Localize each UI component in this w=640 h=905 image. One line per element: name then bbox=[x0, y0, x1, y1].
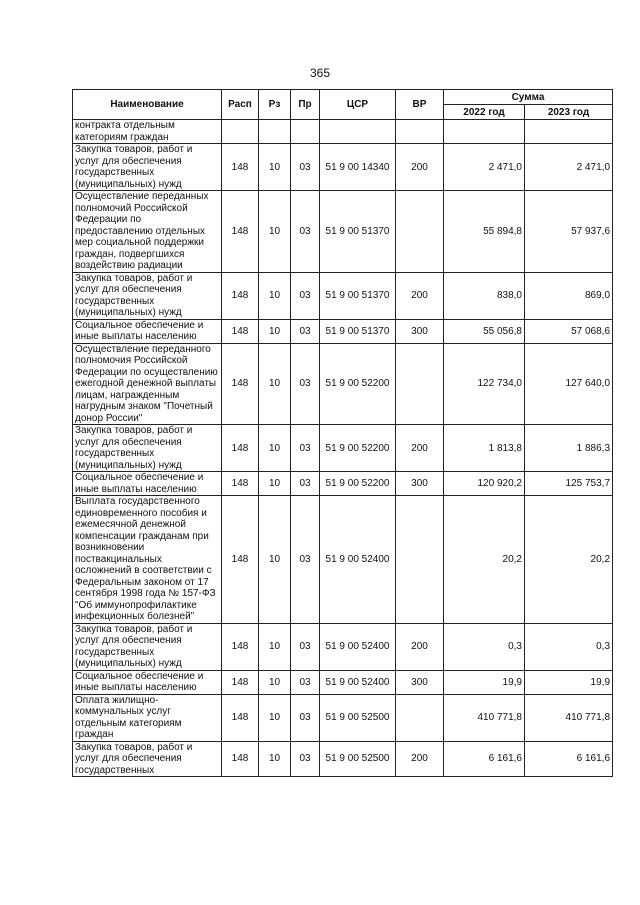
table-row bbox=[73, 741, 613, 777]
header-rasp: Расп bbox=[222, 90, 259, 120]
row-vr: 200 bbox=[396, 741, 444, 777]
table-row bbox=[73, 191, 613, 273]
row-sum-2022: 1 813,8 bbox=[444, 425, 525, 472]
row-sum-2022: 55 894,8 bbox=[444, 191, 525, 273]
row-csr: 51 9 00 52400 bbox=[320, 623, 396, 670]
table-row bbox=[73, 272, 613, 319]
row-rasp: 148 bbox=[222, 272, 259, 319]
row-pr bbox=[291, 120, 320, 144]
row-rz: 10 bbox=[259, 191, 291, 273]
row-rz: 10 bbox=[259, 144, 291, 191]
row-sum-2023: 1 886,3 bbox=[525, 425, 613, 472]
header-year-2022: 2022 год bbox=[444, 105, 525, 120]
row-sum-2023: 410 771,8 bbox=[525, 694, 613, 741]
row-vr bbox=[396, 496, 444, 624]
row-name: Закупка товаров, работ и услуг для обеспечения государственных (муниципальных) нужд bbox=[73, 425, 222, 472]
row-csr bbox=[320, 120, 396, 144]
table-row bbox=[73, 144, 613, 191]
row-vr: 300 bbox=[396, 472, 444, 496]
row-name: Социальное обеспечение и иные выплаты населению bbox=[73, 319, 222, 343]
row-sum-2022 bbox=[444, 120, 525, 144]
row-sum-2022: 410 771,8 bbox=[444, 694, 525, 741]
row-sum-2023: 20,2 bbox=[525, 496, 613, 624]
row-sum-2023: 2 471,0 bbox=[525, 144, 613, 191]
row-csr: 51 9 00 52500 bbox=[320, 741, 396, 777]
row-vr: 200 bbox=[396, 623, 444, 670]
row-csr: 51 9 00 51370 bbox=[320, 319, 396, 343]
row-name: Социальное обеспечение и иные выплаты населению bbox=[73, 472, 222, 496]
row-sum-2023: 869,0 bbox=[525, 272, 613, 319]
row-vr bbox=[396, 694, 444, 741]
row-pr: 03 bbox=[291, 496, 320, 624]
row-rz: 10 bbox=[259, 425, 291, 472]
row-sum-2023: 127 640,0 bbox=[525, 343, 613, 425]
header-vr: ВР bbox=[396, 90, 444, 120]
row-sum-2023 bbox=[525, 120, 613, 144]
row-sum-2022: 122 734,0 bbox=[444, 343, 525, 425]
header-pr: Пр bbox=[291, 90, 320, 120]
table-row bbox=[73, 343, 613, 425]
row-rasp: 148 bbox=[222, 319, 259, 343]
row-pr: 03 bbox=[291, 191, 320, 273]
row-vr bbox=[396, 120, 444, 144]
row-sum-2022: 838,0 bbox=[444, 272, 525, 319]
header-name: Наименование bbox=[73, 90, 222, 120]
row-rz: 10 bbox=[259, 694, 291, 741]
table-row bbox=[73, 670, 613, 694]
row-sum-2022: 20,2 bbox=[444, 496, 525, 624]
row-csr: 51 9 00 52500 bbox=[320, 694, 396, 741]
table-row bbox=[73, 472, 613, 496]
row-rz: 10 bbox=[259, 343, 291, 425]
row-sum-2022: 55 056,8 bbox=[444, 319, 525, 343]
header-sum: Сумма bbox=[444, 90, 613, 105]
row-rasp: 148 bbox=[222, 741, 259, 777]
row-vr: 300 bbox=[396, 319, 444, 343]
row-sum-2023: 6 161,6 bbox=[525, 741, 613, 777]
row-csr: 51 9 00 52400 bbox=[320, 496, 396, 624]
row-vr: 200 bbox=[396, 272, 444, 319]
row-rz: 10 bbox=[259, 272, 291, 319]
row-sum-2023: 0,3 bbox=[525, 623, 613, 670]
row-rasp bbox=[222, 120, 259, 144]
row-pr: 03 bbox=[291, 319, 320, 343]
table-row bbox=[73, 694, 613, 741]
row-csr: 51 9 00 51370 bbox=[320, 191, 396, 273]
row-pr: 03 bbox=[291, 272, 320, 319]
table-row bbox=[73, 623, 613, 670]
row-rasp: 148 bbox=[222, 425, 259, 472]
row-pr: 03 bbox=[291, 623, 320, 670]
row-name: Выплата государственного единовременного пособия и ежемесячной денежной компенсации гражданам при возникновении поствакцинальных осложнений в соответствии с Федеральным законом от 17 сентября 1998 года № 157-ФЗ "Об иммунопрофилактике инфекционных болезней" bbox=[73, 496, 222, 624]
row-name: контракта отдельным категориям граждан bbox=[73, 120, 222, 144]
row-csr: 51 9 00 52200 bbox=[320, 343, 396, 425]
row-sum-2023: 57 937,6 bbox=[525, 191, 613, 273]
row-sum-2022: 2 471,0 bbox=[444, 144, 525, 191]
table-row bbox=[73, 319, 613, 343]
row-rz: 10 bbox=[259, 741, 291, 777]
row-name: Закупка товаров, работ и услуг для обеспечения государственных (муниципальных) нужд bbox=[73, 623, 222, 670]
table-row bbox=[73, 496, 613, 624]
row-rasp: 148 bbox=[222, 343, 259, 425]
table-row bbox=[73, 425, 613, 472]
row-name: Социальное обеспечение и иные выплаты населению bbox=[73, 670, 222, 694]
row-vr bbox=[396, 191, 444, 273]
row-csr: 51 9 00 51370 bbox=[320, 272, 396, 319]
page-number: 365 bbox=[309, 66, 331, 80]
row-sum-2022: 0,3 bbox=[444, 623, 525, 670]
row-name: Осуществление переданных полномочий Российской Федерации по предоставлению отдельных мер социальной поддержки граждан, подвергшихся воздействию радиации bbox=[73, 191, 222, 273]
row-vr: 200 bbox=[396, 144, 444, 191]
row-rasp: 148 bbox=[222, 694, 259, 741]
row-pr: 03 bbox=[291, 425, 320, 472]
row-pr: 03 bbox=[291, 694, 320, 741]
row-pr: 03 bbox=[291, 670, 320, 694]
row-rz: 10 bbox=[259, 496, 291, 624]
row-rasp: 148 bbox=[222, 623, 259, 670]
row-name: Закупка товаров, работ и услуг для обеспечения государственных (муниципальных) нужд bbox=[73, 272, 222, 319]
row-rz bbox=[259, 120, 291, 144]
row-rz: 10 bbox=[259, 319, 291, 343]
row-name: Оплата жилищно-коммунальных услуг отдельным категориям граждан bbox=[73, 694, 222, 741]
row-vr: 300 bbox=[396, 670, 444, 694]
row-rz: 10 bbox=[259, 623, 291, 670]
row-rasp: 148 bbox=[222, 472, 259, 496]
row-sum-2022: 6 161,6 bbox=[444, 741, 525, 777]
row-rasp: 148 bbox=[222, 191, 259, 273]
row-name: Осуществление переданного полномочия Российской Федерации по осуществлению ежегодной денежной выплаты лицам, награжденным нагрудным знаком "Почетный донор России" bbox=[73, 343, 222, 425]
row-sum-2023: 125 753,7 bbox=[525, 472, 613, 496]
row-csr: 51 9 00 52400 bbox=[320, 670, 396, 694]
row-csr: 51 9 00 14340 bbox=[320, 144, 396, 191]
row-vr bbox=[396, 343, 444, 425]
row-vr: 200 bbox=[396, 425, 444, 472]
row-pr: 03 bbox=[291, 144, 320, 191]
table-body bbox=[73, 120, 613, 777]
table-row bbox=[73, 120, 613, 144]
row-rasp: 148 bbox=[222, 670, 259, 694]
row-name: Закупка товаров, работ и услуг для обеспечения государственных bbox=[73, 741, 222, 777]
row-rz: 10 bbox=[259, 670, 291, 694]
table-header bbox=[73, 90, 613, 120]
row-pr: 03 bbox=[291, 741, 320, 777]
row-name: Закупка товаров, работ и услуг для обеспечения государственных (муниципальных) нужд bbox=[73, 144, 222, 191]
row-sum-2023: 19,9 bbox=[525, 670, 613, 694]
row-rasp: 148 bbox=[222, 144, 259, 191]
row-pr: 03 bbox=[291, 472, 320, 496]
row-rasp: 148 bbox=[222, 496, 259, 624]
header-rz: Рз bbox=[259, 90, 291, 120]
header-csr: ЦСР bbox=[320, 90, 396, 120]
row-csr: 51 9 00 52200 bbox=[320, 425, 396, 472]
row-pr: 03 bbox=[291, 343, 320, 425]
row-sum-2023: 57 068,6 bbox=[525, 319, 613, 343]
row-sum-2022: 19,9 bbox=[444, 670, 525, 694]
row-csr: 51 9 00 52200 bbox=[320, 472, 396, 496]
header-year-2023: 2023 год bbox=[525, 105, 613, 120]
row-sum-2022: 120 920,2 bbox=[444, 472, 525, 496]
row-rz: 10 bbox=[259, 472, 291, 496]
budget-table bbox=[72, 89, 613, 777]
